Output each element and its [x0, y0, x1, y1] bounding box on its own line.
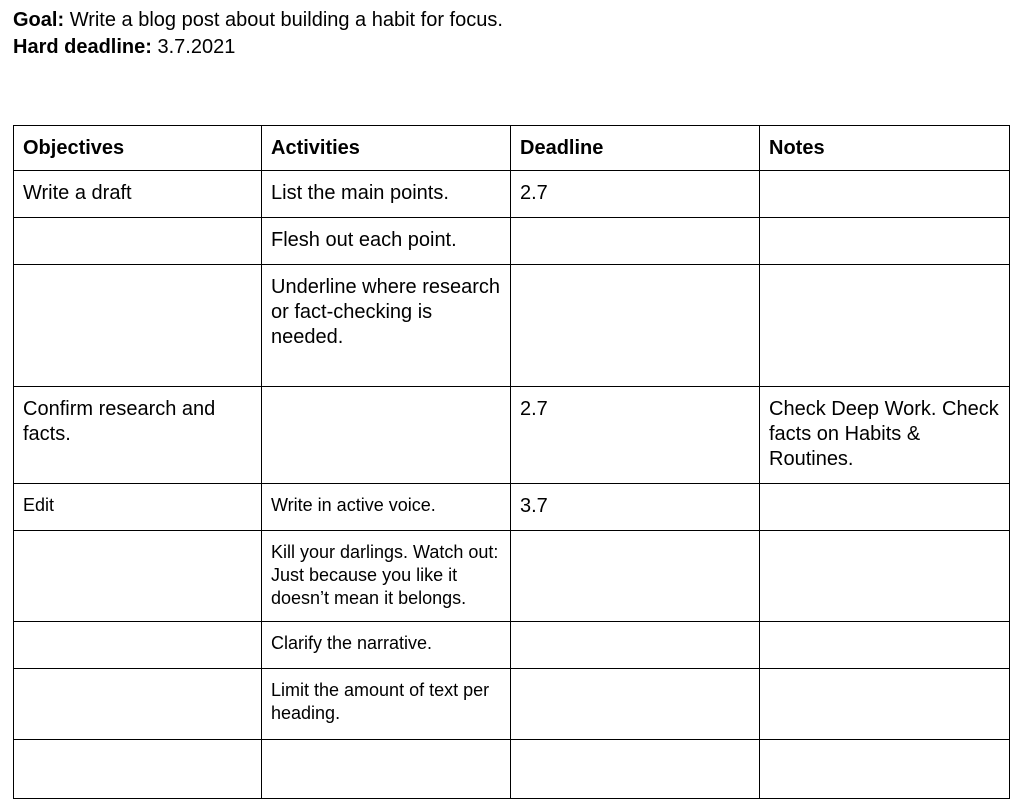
notes-cell[interactable]	[760, 669, 1010, 740]
notes-cell[interactable]	[760, 531, 1010, 622]
table-row	[14, 218, 1010, 265]
deadline-line	[13, 34, 503, 61]
notes-cell[interactable]	[760, 622, 1010, 669]
objective-cell[interactable]	[14, 669, 262, 740]
objective-cell[interactable]: Write a draft	[14, 171, 262, 218]
notes-cell[interactable]	[760, 740, 1010, 799]
deadline-cell[interactable]	[511, 669, 760, 740]
deadline-label: Hard deadline:	[13, 36, 152, 58]
objective-cell[interactable]	[14, 531, 262, 622]
deadline-cell[interactable]: 3.7	[511, 484, 760, 531]
notes-cell[interactable]	[760, 265, 1010, 387]
notes-cell[interactable]	[760, 218, 1010, 265]
goal-text: Write a blog post about building a habit for focus.	[69, 9, 503, 31]
objective-cell[interactable]	[14, 740, 262, 799]
goal-label: Goal:	[13, 9, 65, 31]
column-header-notes: Notes	[760, 126, 1010, 171]
deadline-cell[interactable]: 2.7	[511, 387, 760, 484]
table-row	[14, 622, 1010, 669]
notes-cell[interactable]	[760, 171, 1010, 218]
table-row	[14, 484, 1010, 531]
deadline-cell[interactable]: 2.7	[511, 171, 760, 218]
notes-cell[interactable]: Check Deep Work. Check facts on Habits & Routines.	[760, 387, 1010, 484]
column-header-deadline: Deadline	[511, 126, 760, 171]
activity-cell[interactable]: Write in active voice.	[262, 484, 511, 531]
activity-cell[interactable]: List the main points.	[262, 171, 511, 218]
plan-table	[13, 125, 1010, 799]
deadline-cell[interactable]	[511, 740, 760, 799]
column-header-activities: Activities	[262, 126, 511, 171]
objective-cell[interactable]: Edit	[14, 484, 262, 531]
table-row	[14, 265, 1010, 387]
deadline-cell[interactable]	[511, 531, 760, 622]
table-row	[14, 669, 1010, 740]
objective-cell[interactable]	[14, 218, 262, 265]
deadline-cell[interactable]	[511, 622, 760, 669]
table-row	[14, 531, 1010, 622]
table-header-row	[14, 126, 1010, 171]
activity-cell[interactable]: Underline where research or fact-checking is needed.	[262, 265, 511, 387]
document-header	[13, 7, 503, 61]
goal-line	[13, 7, 503, 34]
objective-cell[interactable]	[14, 265, 262, 387]
activity-cell[interactable]: Flesh out each point.	[262, 218, 511, 265]
table-row	[14, 387, 1010, 484]
table-row	[14, 740, 1010, 799]
activity-cell[interactable]: Limit the amount of text per heading.	[262, 669, 511, 740]
deadline-value: 3.7.2021	[157, 36, 236, 58]
activity-cell[interactable]: Kill your darlings. Watch out: Just because you like it doesn’t mean it belongs.	[262, 531, 511, 622]
notes-cell[interactable]	[760, 484, 1010, 531]
table-row	[14, 171, 1010, 218]
deadline-cell[interactable]	[511, 265, 760, 387]
deadline-cell[interactable]	[511, 218, 760, 265]
activity-cell[interactable]	[262, 387, 511, 484]
activity-cell[interactable]	[262, 740, 511, 799]
objective-cell[interactable]: Confirm research and facts.	[14, 387, 262, 484]
objective-cell[interactable]	[14, 622, 262, 669]
column-header-objectives: Objectives	[14, 126, 262, 171]
activity-cell[interactable]: Clarify the narrative.	[262, 622, 511, 669]
